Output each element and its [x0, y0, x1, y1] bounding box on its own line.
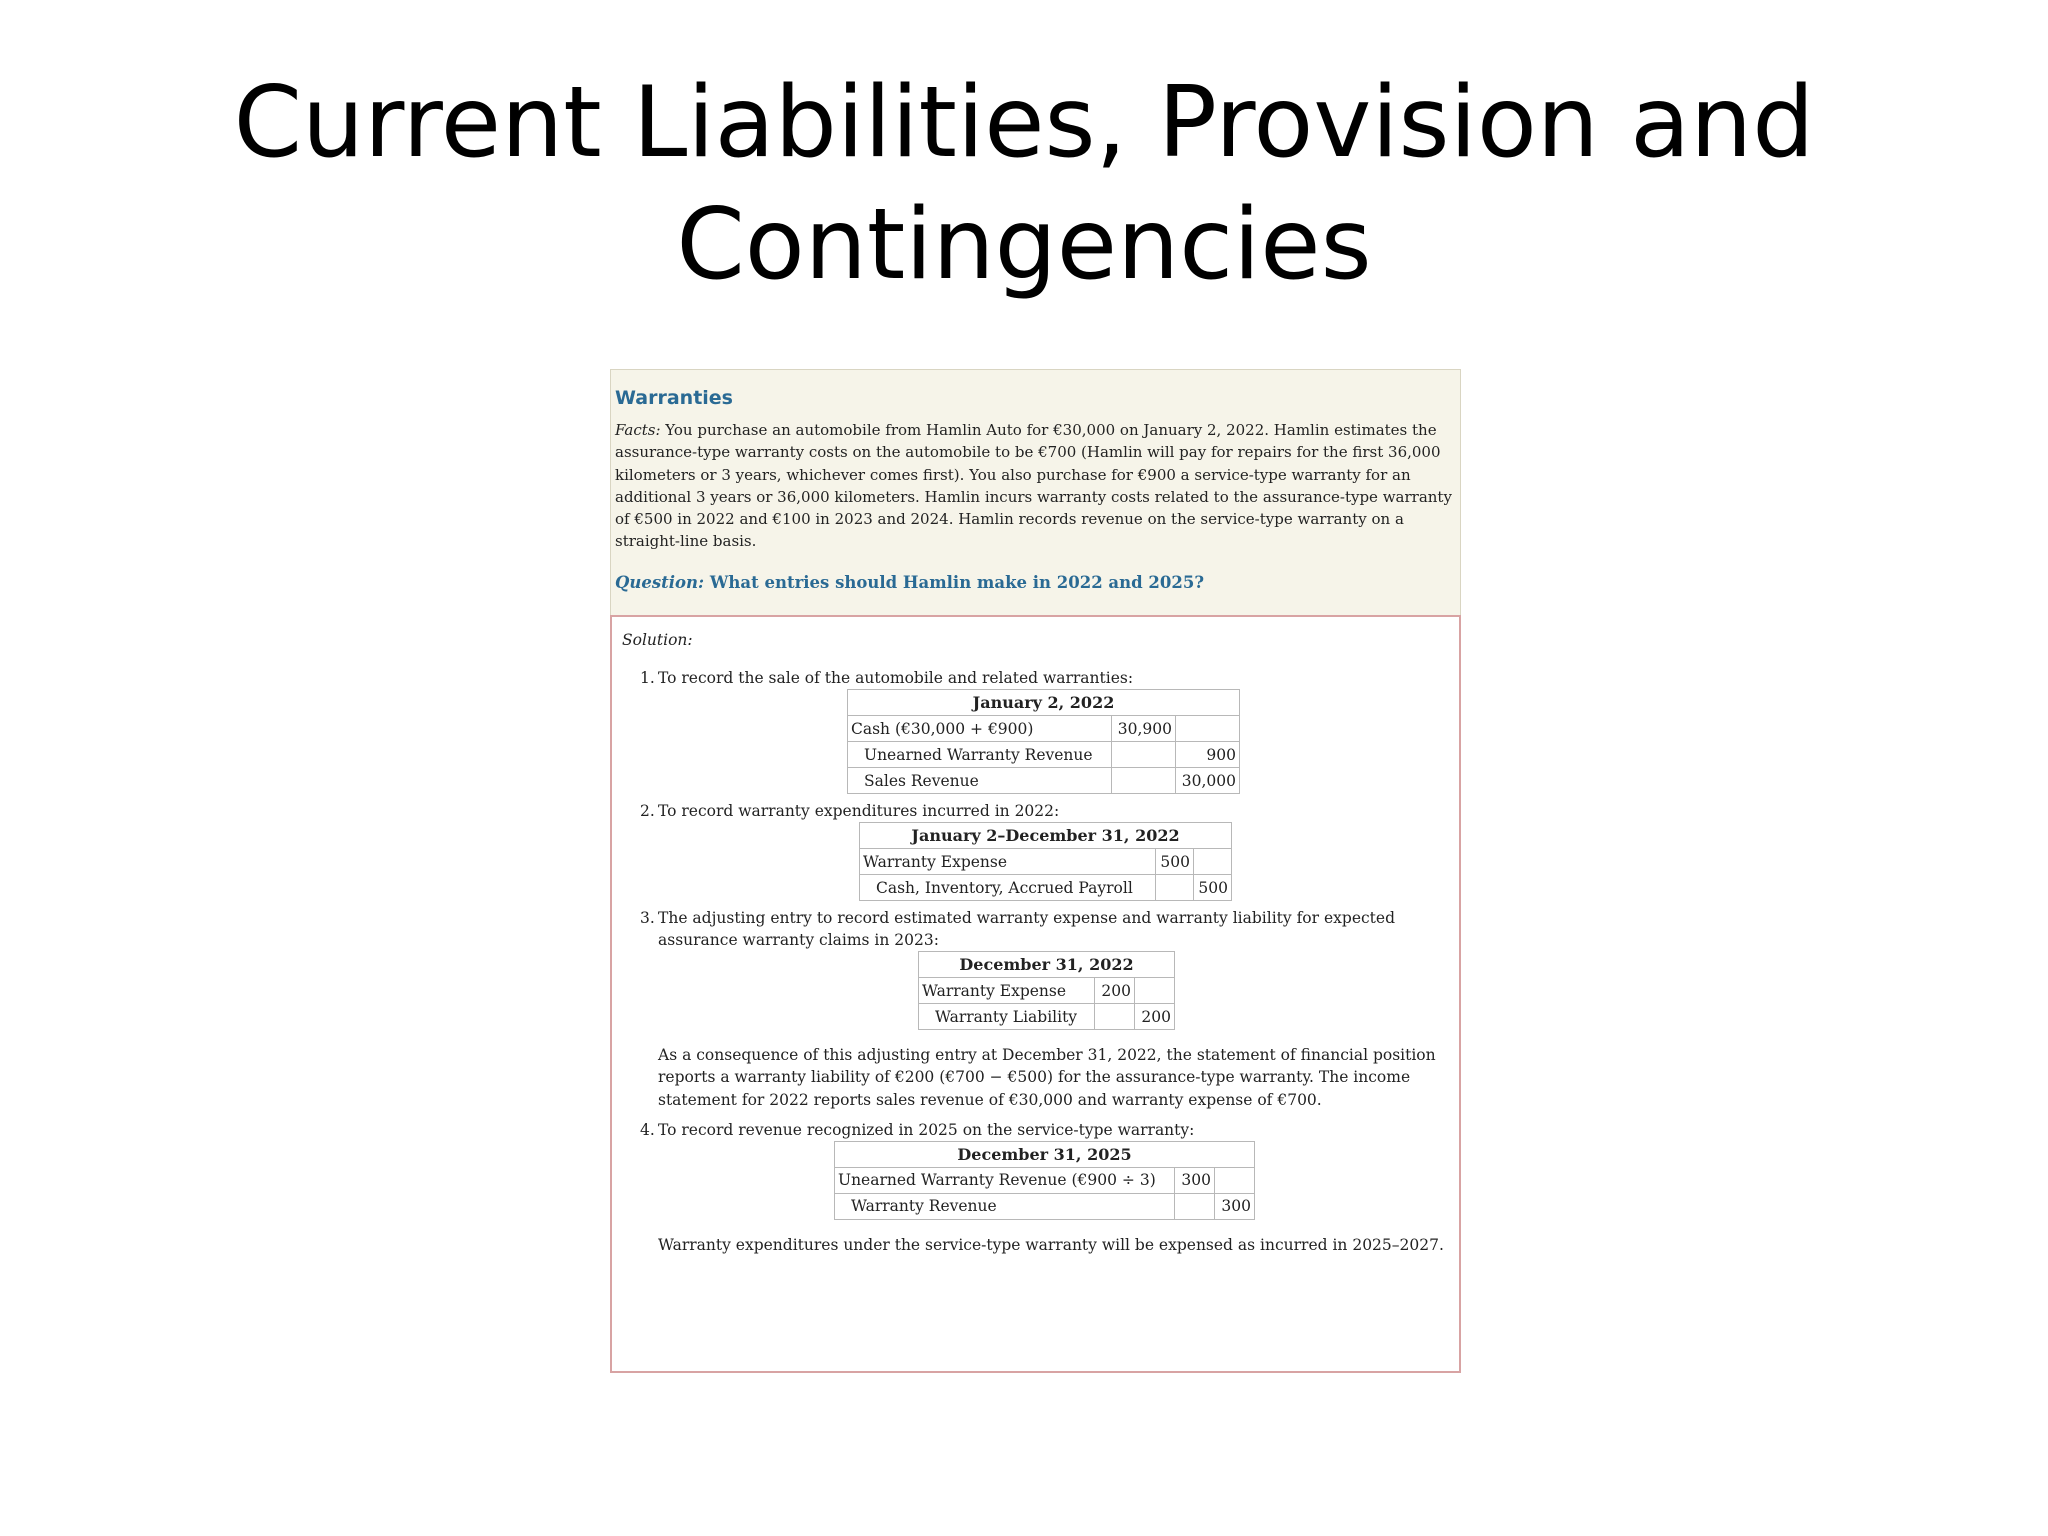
credit-cell	[1194, 849, 1232, 875]
step-text: To record the sale of the automobile and related warranties:	[658, 669, 1134, 687]
question-label: Question:	[615, 572, 705, 592]
box-heading: Warranties	[615, 387, 733, 409]
debit-cell: 30,900	[1112, 716, 1176, 742]
journal-row	[835, 1167, 1255, 1193]
account-cell: Unearned Warranty Revenue	[848, 742, 1112, 768]
debit-cell	[1112, 742, 1176, 768]
step-number: 3.	[640, 909, 655, 927]
account-cell: Warranty Liability	[919, 1004, 1095, 1030]
credit-cell: 500	[1194, 875, 1232, 901]
step-number: 4.	[640, 1120, 655, 1139]
journal-date-header: December 31, 2022	[919, 952, 1175, 978]
journal-entry-table-2	[859, 822, 1232, 901]
debit-cell	[1112, 768, 1176, 794]
solution-step-2	[622, 800, 1449, 822]
journal-row	[835, 1193, 1255, 1219]
journal-row	[848, 768, 1240, 794]
credit-cell: 200	[1135, 1004, 1175, 1030]
step-number: 2.	[640, 802, 655, 820]
journal-row	[860, 849, 1232, 875]
debit-cell: 500	[1156, 849, 1194, 875]
slide-title	[0, 62, 2048, 306]
credit-cell	[1176, 716, 1240, 742]
step-text: To record revenue recognized in 2025 on the service-type warranty:	[658, 1120, 1195, 1139]
journal-entry-table-3	[918, 951, 1175, 1030]
facts-text: You purchase an automobile from Hamlin Auto for €30,000 on January 2, 2022. Hamlin estimates the assurance-type warranty costs on the automobile to be €700 (Hamlin will pay for repairs for the first 36,000 kilometers or 3 years, whichever comes first). You also purchase for €900 a service-type warranty for an additional 3 years or 36,000 kilometers. Hamlin incurs warranty costs related to the assurance-type warranty of €500 in 2022 and €100 in 2023 and 2024. Hamlin records revenue on the service-type warranty on a straight-line basis.	[615, 421, 1452, 551]
solution-step-1	[622, 667, 1449, 689]
journal-row	[860, 875, 1232, 901]
account-cell: Cash (€30,000 + €900)	[848, 716, 1112, 742]
debit-cell	[1095, 1004, 1135, 1030]
debit-cell	[1156, 875, 1194, 901]
step-text: To record warranty expenditures incurred in 2022:	[658, 802, 1060, 820]
solution-step-3	[622, 907, 1449, 951]
account-cell: Unearned Warranty Revenue (€900 ÷ 3)	[835, 1167, 1175, 1193]
credit-cell: 300	[1215, 1193, 1255, 1219]
credit-cell: 900	[1176, 742, 1240, 768]
facts-paragraph	[615, 419, 1452, 553]
journal-date-header: January 2, 2022	[848, 690, 1240, 716]
solution-box	[610, 615, 1461, 1373]
warranty-example-image	[610, 369, 1461, 1373]
credit-cell	[1135, 978, 1175, 1004]
journal-entry-table-1	[847, 689, 1240, 794]
slide-title-line-1: Current Liabilities, Provision and	[233, 66, 1815, 180]
solution-label: Solution:	[622, 631, 693, 649]
journal-row	[919, 978, 1175, 1004]
question	[615, 573, 1452, 592]
credit-cell	[1215, 1167, 1255, 1193]
journal-row	[848, 716, 1240, 742]
step-note: As a consequence of this adjusting entry at December 31, 2022, the statement of financial position reports a warranty liability of €200 (€700 − €500) for the assurance-type warranty. The income statement for 2022 reports sales revenue of €30,000 and warranty expense of €700.	[658, 1046, 1436, 1109]
debit-cell	[1175, 1193, 1215, 1219]
debit-cell: 300	[1175, 1167, 1215, 1193]
debit-cell: 200	[1095, 978, 1135, 1004]
solution-step-4	[622, 1119, 1449, 1141]
facts-label: Facts:	[615, 421, 661, 439]
slide-title-line-2: Contingencies	[676, 188, 1372, 302]
journal-entry-table-4	[834, 1141, 1255, 1220]
account-cell: Sales Revenue	[848, 768, 1112, 794]
account-cell: Warranty Expense	[860, 849, 1156, 875]
step-note: Warranty expenditures under the service-type warranty will be expensed as incurred in 2025–2027.	[658, 1235, 1444, 1254]
journal-row	[848, 742, 1240, 768]
journal-row	[919, 1004, 1175, 1030]
journal-date-header: January 2–December 31, 2022	[860, 823, 1232, 849]
journal-date-header: December 31, 2025	[835, 1141, 1255, 1167]
account-cell: Warranty Expense	[919, 978, 1095, 1004]
account-cell: Warranty Revenue	[835, 1193, 1175, 1219]
question-text: What entries should Hamlin make in 2022 and 2025?	[709, 572, 1204, 592]
account-cell: Cash, Inventory, Accrued Payroll	[860, 875, 1156, 901]
step-text: The adjusting entry to record estimated warranty expense and warranty liability for expected assurance warranty claims in 2023:	[658, 909, 1395, 949]
step-number: 1.	[640, 669, 655, 687]
facts-box	[610, 369, 1461, 615]
credit-cell: 30,000	[1176, 768, 1240, 794]
